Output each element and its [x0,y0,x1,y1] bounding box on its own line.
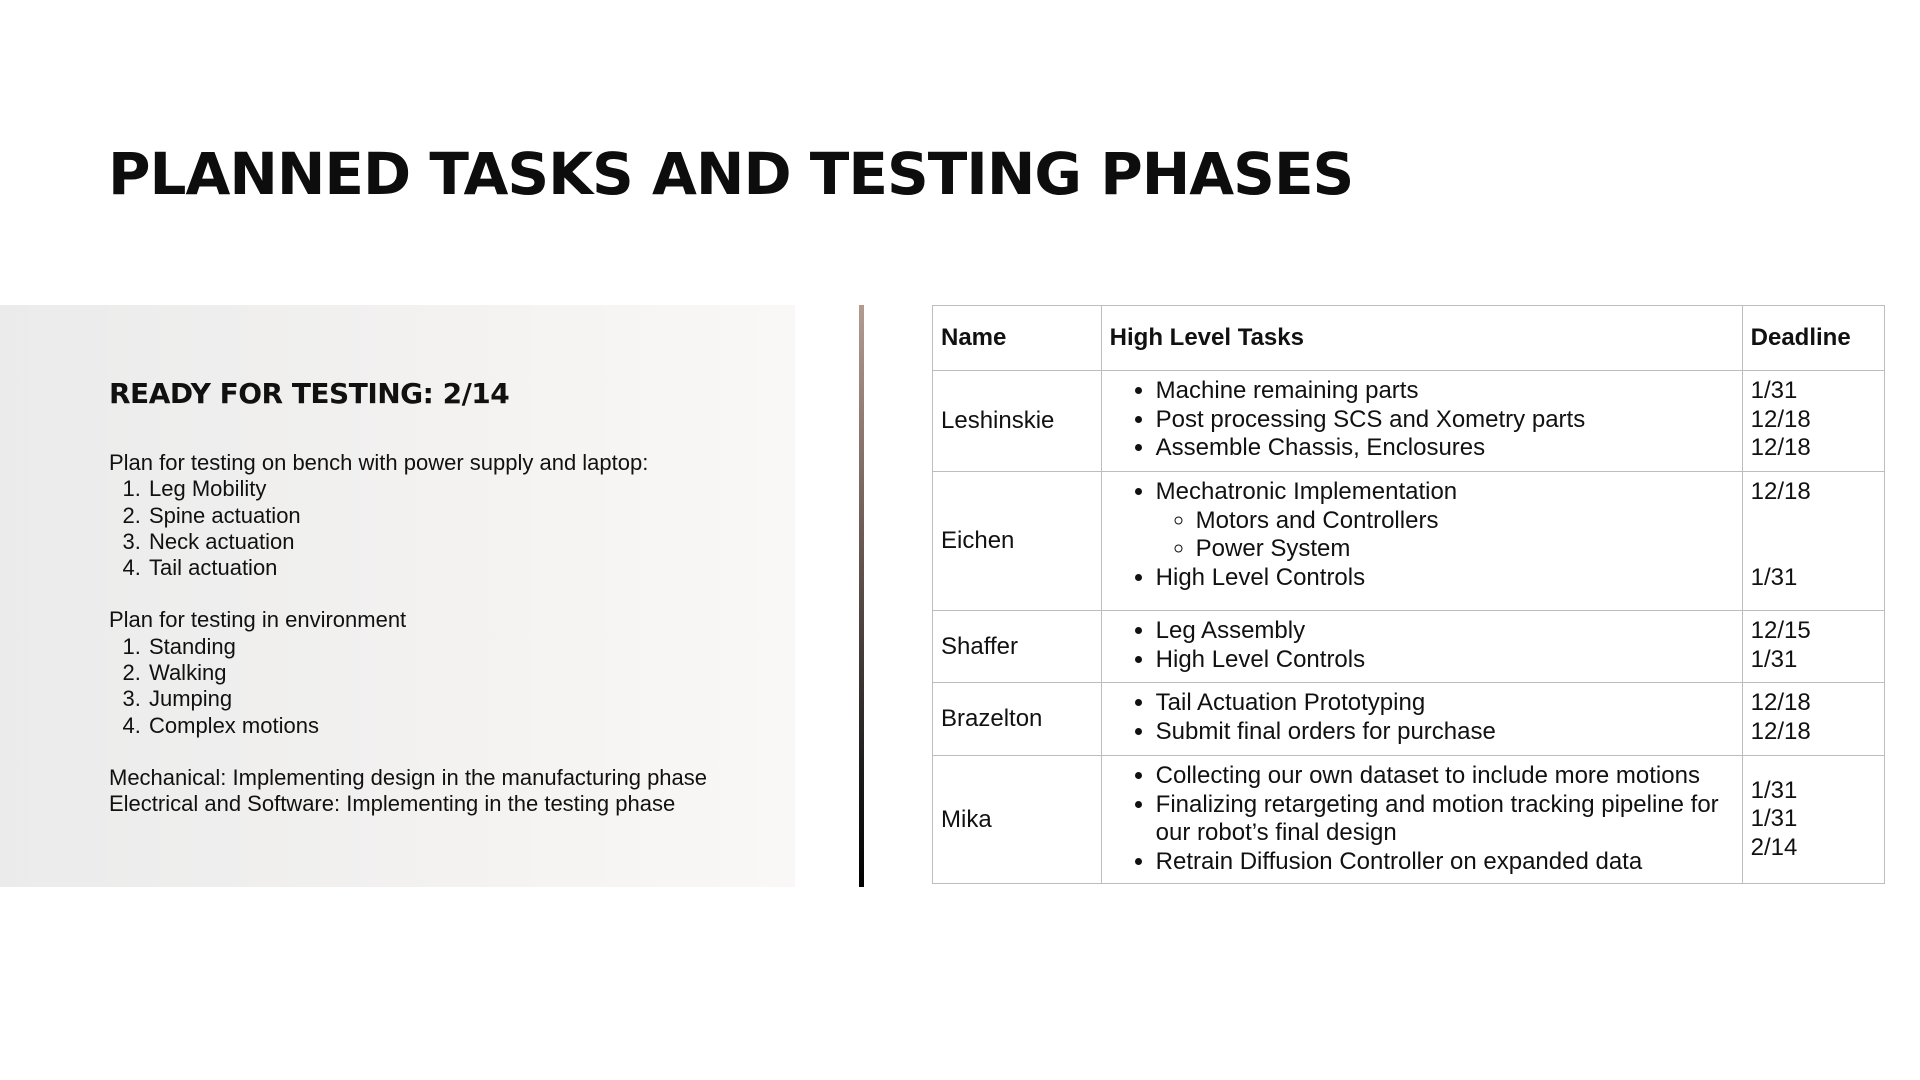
table-row [933,371,1885,472]
list-item: 1. Leg Mobility [147,476,779,502]
tasks-column-header: High Level Tasks [1101,306,1742,371]
environment-test-list [109,634,779,739]
table-header-row [933,306,1885,371]
bench-test-list [109,476,779,581]
task-item-label: Mechatronic Implementation [1155,478,1458,505]
tasks-table [932,305,1885,884]
deadline-cell [1742,472,1884,611]
table-row [933,472,1885,611]
task-item: • Leg Assembly [1156,617,1734,646]
task-list-cell [1101,472,1742,611]
task-item: • Submit final orders for purchase [1156,718,1734,747]
deadline-value: 2/14 [1750,833,1798,861]
list-item: 3. Jumping [147,686,779,712]
slide-title: PLANNED TASKS AND TESTING PHASES [108,140,1354,208]
deadline-value: 1/31 [1750,805,1798,833]
deadline-value: 12/18 [1750,434,1811,461]
task-item [1156,478,1734,564]
deadline-value: 12/15 [1750,617,1811,644]
deadline-value: 12/18 [1750,689,1811,716]
member-name: Mika [933,756,1102,884]
task-item: • Machine remaining parts [1156,377,1734,406]
list-item: 2. Walking [147,660,779,686]
deadline-cell [1742,756,1884,884]
list-item: 3. Neck actuation [147,529,779,555]
vertical-divider [859,305,864,887]
task-item: • Assemble Chassis, Enclosures [1156,434,1734,463]
task-item: • High Level Controls [1156,564,1734,593]
deadline-cell [1742,371,1884,472]
task-item: • Tail Actuation Prototyping [1156,689,1734,718]
bench-test-intro: Plan for testing on bench with power supply and laptop: [109,450,649,475]
deadline-value: 12/18 [1750,405,1811,433]
list-item: 2. Spine actuation [147,503,779,529]
member-name: Shaffer [933,611,1102,683]
subtask-item: ◦ Motors and Controllers [1196,507,1734,536]
member-name: Brazelton [933,683,1102,756]
task-item: • Collecting our own dataset to include more motions [1156,762,1734,791]
deadline-value: 1/31 [1750,645,1798,673]
deadline-value: 1/31 [1750,776,1798,804]
member-name: Leshinskie [933,371,1102,472]
task-list-cell [1101,611,1742,683]
deadline-cell [1742,683,1884,756]
task-list-cell [1101,371,1742,472]
deadline-cell [1742,611,1884,683]
deadline-value: 12/18 [1750,478,1811,505]
task-item: • Finalizing retargeting and motion tracking pipeline for our robot’s final design [1156,791,1734,848]
table-row [933,756,1885,884]
task-item: • High Level Controls [1156,646,1734,675]
environment-test-intro: Plan for testing in environment [109,607,407,633]
mechanical-status: Mechanical: Implementing design in the manufacturing phase [109,764,708,790]
deadline-value: 12/18 [1750,717,1811,745]
list-item: 4. Tail actuation [147,555,779,581]
list-item: 4. Complex motions [147,713,779,739]
subtask-item: ◦ Power System [1196,535,1734,564]
electrical-status: Electrical and Software: Implementing in the testing phase [109,791,676,817]
testing-plan-body [109,450,779,818]
task-item: • Retrain Diffusion Controller on expanded data [1156,848,1734,877]
ready-for-testing-heading: READY FOR TESTING: 2/14 [109,377,510,410]
table-row [933,611,1885,683]
deadline-column-header: Deadline [1742,306,1884,371]
deadline-value: 1/31 [1750,377,1798,404]
task-list-cell [1101,756,1742,884]
task-list-cell [1101,683,1742,756]
member-name: Eichen [933,472,1102,611]
name-column-header: Name [933,306,1102,371]
deadline-value: 1/31 [1750,563,1798,591]
task-item: • Post processing SCS and Xometry parts [1156,406,1734,435]
table-row [933,683,1885,756]
list-item: 1. Standing [147,634,779,660]
